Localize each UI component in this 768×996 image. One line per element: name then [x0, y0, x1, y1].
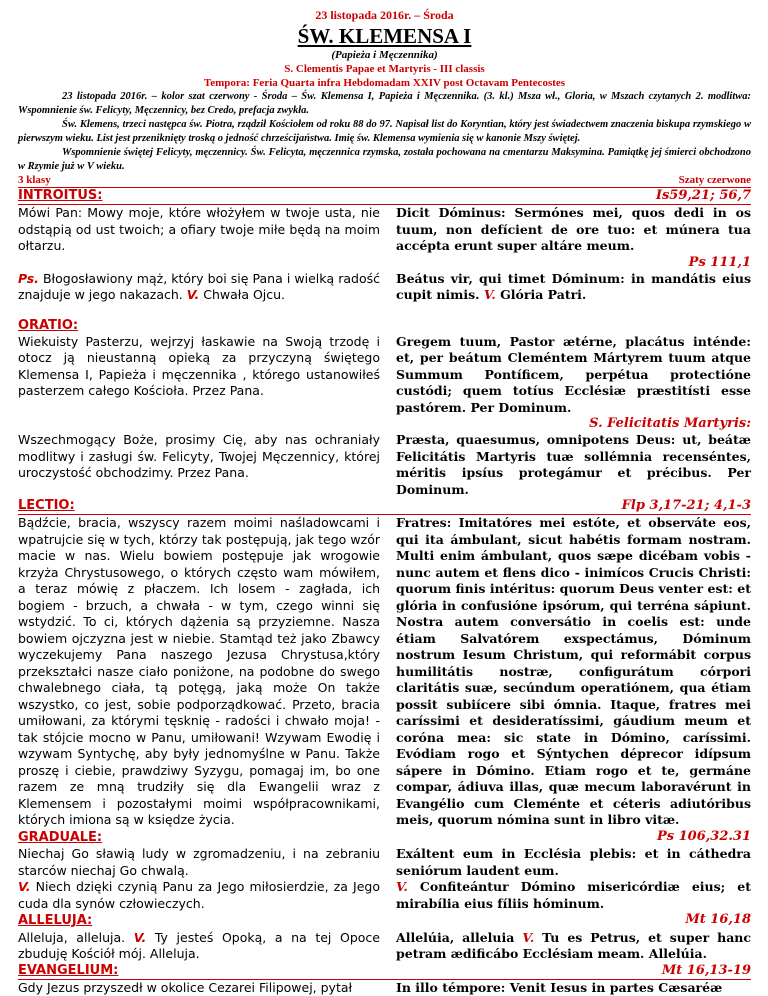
alleluia-latin-1: Allelúia, alleluia [396, 930, 514, 945]
introit-text [18, 205, 751, 255]
versicle-marker: V. [134, 930, 146, 945]
commemoration-latin: Præsta, quaesumus, omnipotens Deus: ut, beátæ Felicitátis Martyris tuæ sollémnia recenséntes, méritis ipsíus protegámur et précibus. Per Dominum. [396, 432, 751, 498]
evangelium-latin: In illo témpore: Venit Iesus in partes Cæsaréæ [396, 980, 751, 996]
oratio-polish: Wiekuisty Pasterzu, wejrzyj łaskawie na Swoją trzodę i otocz ją nieustanną opieką za przyczyną świętego Klemensa I, Papieża i męczennika , którego ustanowiłeś pasterzem całego Kościoła. Przez Pana. [18, 334, 380, 417]
versicle-marker: V. [484, 287, 496, 302]
header-tempora: Tempora: Feria Quarta infra Hebdomadam XXIV post Octavam Pentecostes [18, 76, 751, 90]
oratio-label: ORATIO: [18, 318, 78, 334]
lectio-heading [18, 498, 751, 515]
introit-psalm-polish-text: Błogosławiony mąż, który boi się Pana i wielką radość znajduje w jego nakazach. [18, 271, 380, 303]
alleluia-polish-2: Ty jesteś Opoką, a na tej Opoce zbuduję Kościół mój. Alleluja. [18, 930, 380, 962]
alleluia-label: ALLELUJA: [18, 913, 92, 928]
graduale-polish-2: Niech dzięki czynią Panu za Jego miłosierdzie, za Jego cuda dla synów człowieczych. [18, 879, 380, 911]
header-subtitle: (Papieża i Męczennika) [18, 48, 751, 62]
graduale-latin-1: Exáltent eum in Ecclésia plebis: et in cáthedra seniórum laudent eum. [396, 846, 751, 878]
graduale-polish [18, 846, 380, 912]
lectio-ref: Flp 3,17-21; 4,1-3 [622, 498, 751, 514]
versicle-marker: V. [18, 879, 30, 894]
rank-vestments: Szaty czerwone [679, 174, 751, 187]
evangelium-label: EVANGELIUM: [18, 963, 118, 979]
document-page [18, 0, 751, 994]
introit-ref: Is59,21; 56,7 [656, 188, 751, 204]
lectio-text [18, 515, 751, 829]
rank-class: 3 klasy [18, 174, 51, 187]
alleluia-polish-1: Alleluja, alleluja. [18, 930, 125, 945]
introit-psalm-ref: Ps 111,1 [18, 255, 751, 271]
header-date: 23 listopada 2016r. – Środa [18, 8, 751, 23]
rank-row [18, 174, 751, 188]
oratio-latin: Gregem tuum, Pastor ætérne, placátus inténde: et, per beátum Cleméntem Mártyrem tuum atque Summum Pontíficem, perpétua protectióne custódi; quem totíus Ecclésiæ præstitísti esse pastórem. Per Dominum. [396, 334, 751, 417]
introit-latin: Dicit Dóminus: Sermónes mei, quos dedi in os tuum, non defícient de ore tuo: et múnera tua accépta erunt super altáre meum. [396, 205, 751, 255]
lectio-latin: Fratres: Imitatóres mei estóte, et observáte eos, qui ita ámbulant, sicut habétis formam nostram. Multi enim ámbulant, quos sæpe dicébam vobis - nunc autem et flens dico - inimícos Crucis Christi: quorum finis intéritus: quorum Deus venter est: et glória in confusióne ipsórum, qui terréna sápiunt. Nostra autem conversátio in coelis est: unde étiam Salvatórem exspectámus, Dóminum nostrum Iesum Christum, qui reformábit corpus humilitátis nostræ, configurátum córpori claritátis suæ, secúndum operatiónem, qua étiam possit subiícere sibi ómnia. Itaque, fratres mei caríssimi et desideratíssimi, gáudium meum et coróna mea: sic state in Dómino, caríssimi. Evódiam rogo et Sýntychen déprecor idípsum sápere in Dómino. Etiam rogo et te, germáne compar, ádiuva illas, quæ mecum laboravérunt in Evangélio cum Cleménte et céteris adiutóribus meis, quorum nómina sunt in libro vitæ. [396, 515, 751, 829]
versicle-marker: V. [187, 287, 199, 302]
commemoration-ref: S. Felicitatis Martyris: [18, 416, 751, 432]
evangelium-ref: Mt 16,13-19 [662, 963, 751, 979]
introit-psalm-latin-end: Glória Patri. [500, 287, 586, 302]
graduale-heading [18, 829, 751, 847]
introit-psalm [18, 271, 751, 304]
lectio-label: LECTIO: [18, 498, 75, 514]
graduale-latin [396, 846, 751, 912]
introit-psalm-latin-text: Beátus vir, qui timet Dóminum: in mandátis eius cupit nimis. [396, 271, 751, 303]
alleluia-polish [18, 930, 380, 963]
graduale-label: GRADUALE: [18, 830, 102, 845]
header-latin-name: S. Clementis Papae et Martyris - III classis [18, 62, 751, 76]
intro-paragraph-3: Wspomnienie świętej Felicyty, męczennicy. Św. Felicyta, męczennica rzymska, została pochowana na cmentarzu Maksymina. Pamiątkę jej śmierci obchodzono w Rzymie już w V wieku. [18, 146, 751, 174]
alleluia-latin [396, 930, 751, 963]
lectio-polish: Bądźcie, bracia, wszyscy razem moimi naśladowcami i wpatrujcie się w tych, którzy tak postępują, jak tego wzór macie w nas. Wielu bowiem postępuje jak wrogowie krzyża Chrystusowego, o których często wam mówiłem, a teraz mówię z płaczem. Ich losem - zagłada, ich bogiem - brzuch, a chwała - w tym, czego winni się wstydzić. To ci, których dążenia są przyziemne. Nasza bowiem ojczyzna jest w niebie. Stamtąd też jako Zbawcy wyczekujemy Pana naszego Jezusa Chrystusa,który przekształci nasze ciało poniżone, na podobne do swego chwalebnego ciała, tą potęgą, jaką może On także wszystko, co jest, sobie podporządkować. Przeto, bracia umiłowani, za którymi tęsknię - radości i chwało moja! - tak stójcie mocno w Panu, umiłowani! Wzywam Ewodię i wzywam Syntychę, aby były jednomyślne w Panu. Także proszę i ciebie, prawdziwy Syzygu, pomagaj im, bo one razem ze mną trudziły się dla Ewangelii wraz z Klemensem i pozostałymi moimi współpracownikami, których imiona są w księdze życia. [18, 515, 380, 829]
alleluia-ref: Mt 16,18 [396, 912, 751, 930]
introit-psalm-polish-end: Chwała Ojcu. [203, 287, 285, 302]
alleluia-latin-2: Tu es Petrus, et super hanc petram ædificábo Ecclésiam meam. Allelúia. [396, 930, 751, 962]
alleluia-heading [18, 912, 751, 930]
introit-psalm-latin [396, 271, 751, 304]
graduale-polish-1: Niechaj Go sławią ludy w zgromadzeniu, i na zebraniu starców niechaj Go chwalą. [18, 846, 380, 878]
graduale-latin-2: Confiteántur Dómino misericórdiæ eius; et mirabília eius fíliis hóminum. [396, 879, 751, 911]
evangelium-heading [18, 963, 751, 980]
psalm-marker: Ps. [18, 271, 39, 286]
oratio-heading [18, 318, 751, 334]
versicle-marker: V. [522, 930, 534, 945]
evangelium-polish: Gdy Jezus przyszedł w okolice Cezarei Filipowej, pytał [18, 980, 380, 996]
commemoration-polish: Wszechmogący Boże, prosimy Cię, aby nas ochraniały modlitwy i zasługi św. Felicyty, Twojej Męczennicy, której uroczystość obchodzimy. Przez Pana. [18, 432, 380, 498]
introit-psalm-polish [18, 271, 380, 304]
introit-polish: Mówi Pan: Mowy moje, które włożyłem w twoje usta, nie odstąpią od ust twoich; a ofiary twoje miłe będą na moim ołtarzu. [18, 205, 380, 255]
introit-heading [18, 188, 751, 205]
oratio-collect [18, 334, 751, 417]
intro-paragraph-1: 23 listopada 2016r. – kolor szat czerwony - Środa – Św. Klemensa I, Papieża i Męczennika. (3. kl.) Msza wł., Gloria, w Mszach czytanych 2. modlitwa: Wspomnienie św. Felicyty, Męczennicy, bez Credo, prefacja zwykła. [18, 90, 751, 118]
versicle-marker: V. [396, 879, 408, 894]
intro-block [18, 90, 751, 174]
page-title: ŚW. KLEMENSA I [18, 24, 751, 48]
introit-label: INTROITUS: [18, 188, 102, 204]
graduale-ref: Ps 106,32.31 [396, 829, 751, 847]
intro-paragraph-2: Św. Klemens, trzeci następca św. Piotra, rządził Kościołem od roku 88 do 97. Napisał list do Koryntian, który jest świadectwem znaczenia biskupa rzymskiego w pierwszym wieku. List jest przeniknięty troską o jedność chrześcijaństwa. Imię św. Klemensa wymienia się w kanonie Mszy świętej. [18, 118, 751, 146]
alleluia-text [18, 930, 751, 963]
graduale-text [18, 846, 751, 912]
oratio-commemoration [18, 432, 751, 498]
